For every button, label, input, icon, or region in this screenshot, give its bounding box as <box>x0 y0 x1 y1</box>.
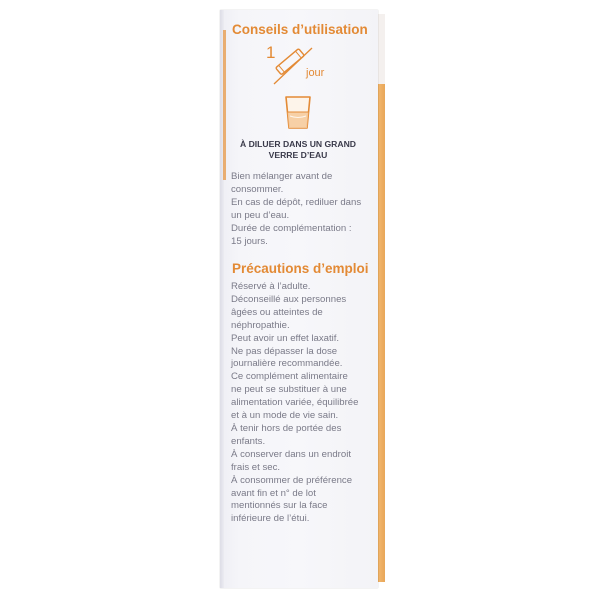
precaution-line: enfants. <box>231 435 266 447</box>
usage-line: consommer. <box>231 183 284 195</box>
usage-line: un peu d’eau. <box>231 209 290 221</box>
precaution-line: Déconseillé aux personnes <box>231 293 347 305</box>
dilute-instruction <box>228 139 368 161</box>
usage-line: Bien mélanger avant de <box>231 171 333 182</box>
water-glass-icon <box>280 92 316 132</box>
sachet-per-day-icon <box>266 40 336 86</box>
usage-line: 15 jours. <box>231 235 268 247</box>
dose-number: 1 <box>266 43 276 62</box>
precaution-line: et à un mode de vie sain. <box>231 410 339 422</box>
precaution-line: alimentation variée, équilibrée <box>231 397 359 409</box>
precaution-line: avant fin et n° de lot <box>231 487 316 499</box>
precaution-line: À tenir hors de portée des <box>231 422 342 434</box>
precaution-line: frais et sec. <box>231 461 281 473</box>
box-accent-stripe <box>223 30 226 180</box>
dilute-line-2: VERRE D’EAU <box>268 150 328 160</box>
precaution-line: Réservé à l’adulte. <box>231 281 311 292</box>
precaution-line: journalière recommandée. <box>231 358 343 370</box>
precaution-line: âgées ou atteintes de <box>231 306 323 318</box>
usage-line: En cas de dépôt, rediluer dans <box>231 196 362 208</box>
precaution-line: mentionnés sur la face <box>231 500 328 512</box>
dose-unit: jour <box>306 67 325 79</box>
precautions-text <box>231 281 358 526</box>
usage-heading: Conseils d’utilisation <box>232 22 368 37</box>
precaution-line: ne peut se substituer à une <box>231 384 347 396</box>
dilute-line-1: À DILUER DANS UN GRAND <box>239 139 356 149</box>
precaution-line: Ne pas dépasser la dose <box>231 345 338 357</box>
precaution-line: néphropathie. <box>231 319 290 331</box>
precaution-line: inférieure de l’étui. <box>231 513 310 525</box>
precaution-line: À consommer de préférence <box>231 474 353 486</box>
precaution-line: À conserver dans un endroit <box>231 448 351 460</box>
precaution-line: Peut avoir un effet laxatif. <box>231 332 340 344</box>
usage-text <box>231 171 361 248</box>
precaution-line: Ce complément alimentaire <box>231 371 348 383</box>
precautions-heading: Précautions d’emploi <box>232 261 369 276</box>
usage-line: Durée de complémentation : <box>231 222 352 234</box>
